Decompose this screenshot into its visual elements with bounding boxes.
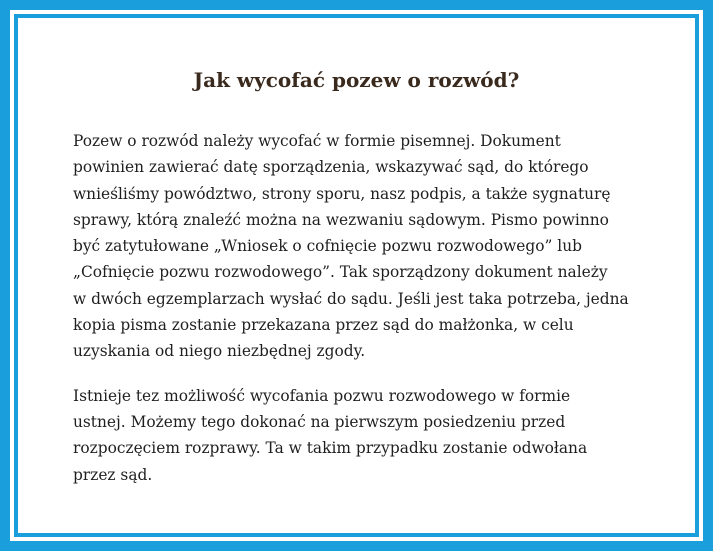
paragraph-2 [73, 383, 663, 488]
text-line: w dwóch egzemplarzach wysłać do sądu. Jeśli jest taka potrzeba, jedna [73, 289, 629, 308]
text-line: przez sąd. [73, 465, 153, 484]
page-title: Jak wycofać pozew o rozwód? [193, 68, 520, 92]
text-line: wnieśliśmy powództwo, strony sporu, nasz podpis, a także sygnaturę [73, 184, 611, 203]
article-body [73, 128, 663, 488]
text-line: kopia pisma zostanie przekazana przez sąd do małżonka, w celu [73, 316, 574, 335]
text-line: ustnej. Możemy tego dokonać na pierwszym posiedzeniu przed [73, 412, 566, 431]
text-line: powinien zawierać datę sporządzenia, wskazywać sąd, do którego [73, 158, 589, 177]
text-line: uzyskania od niego niezbędnej zgody. [73, 342, 366, 361]
text-line: rozpoczęciem rozprawy. Ta w takim przypadku zostanie odwołana [73, 439, 588, 458]
text-line: Pozew o rozwód należy wycofać w formie pisemnej. Dokument [73, 132, 561, 150]
text-line: sprawy, którą znaleźć można na wezwaniu sądowym. Pismo powinno [73, 210, 609, 229]
text-line: „Cofnięcie pozwu rozwodowego”. Tak sporządzony dokument należy [73, 263, 608, 282]
text-line: Istnieje tez możliwość wycofania pozwu rozwodowego w formie [73, 386, 571, 405]
text-line: być zatytułowane „Wniosek o cofnięcie pozwu rozwodowego” lub [73, 237, 582, 256]
inner-frame-border [14, 14, 699, 537]
paragraph-1 [73, 128, 663, 365]
